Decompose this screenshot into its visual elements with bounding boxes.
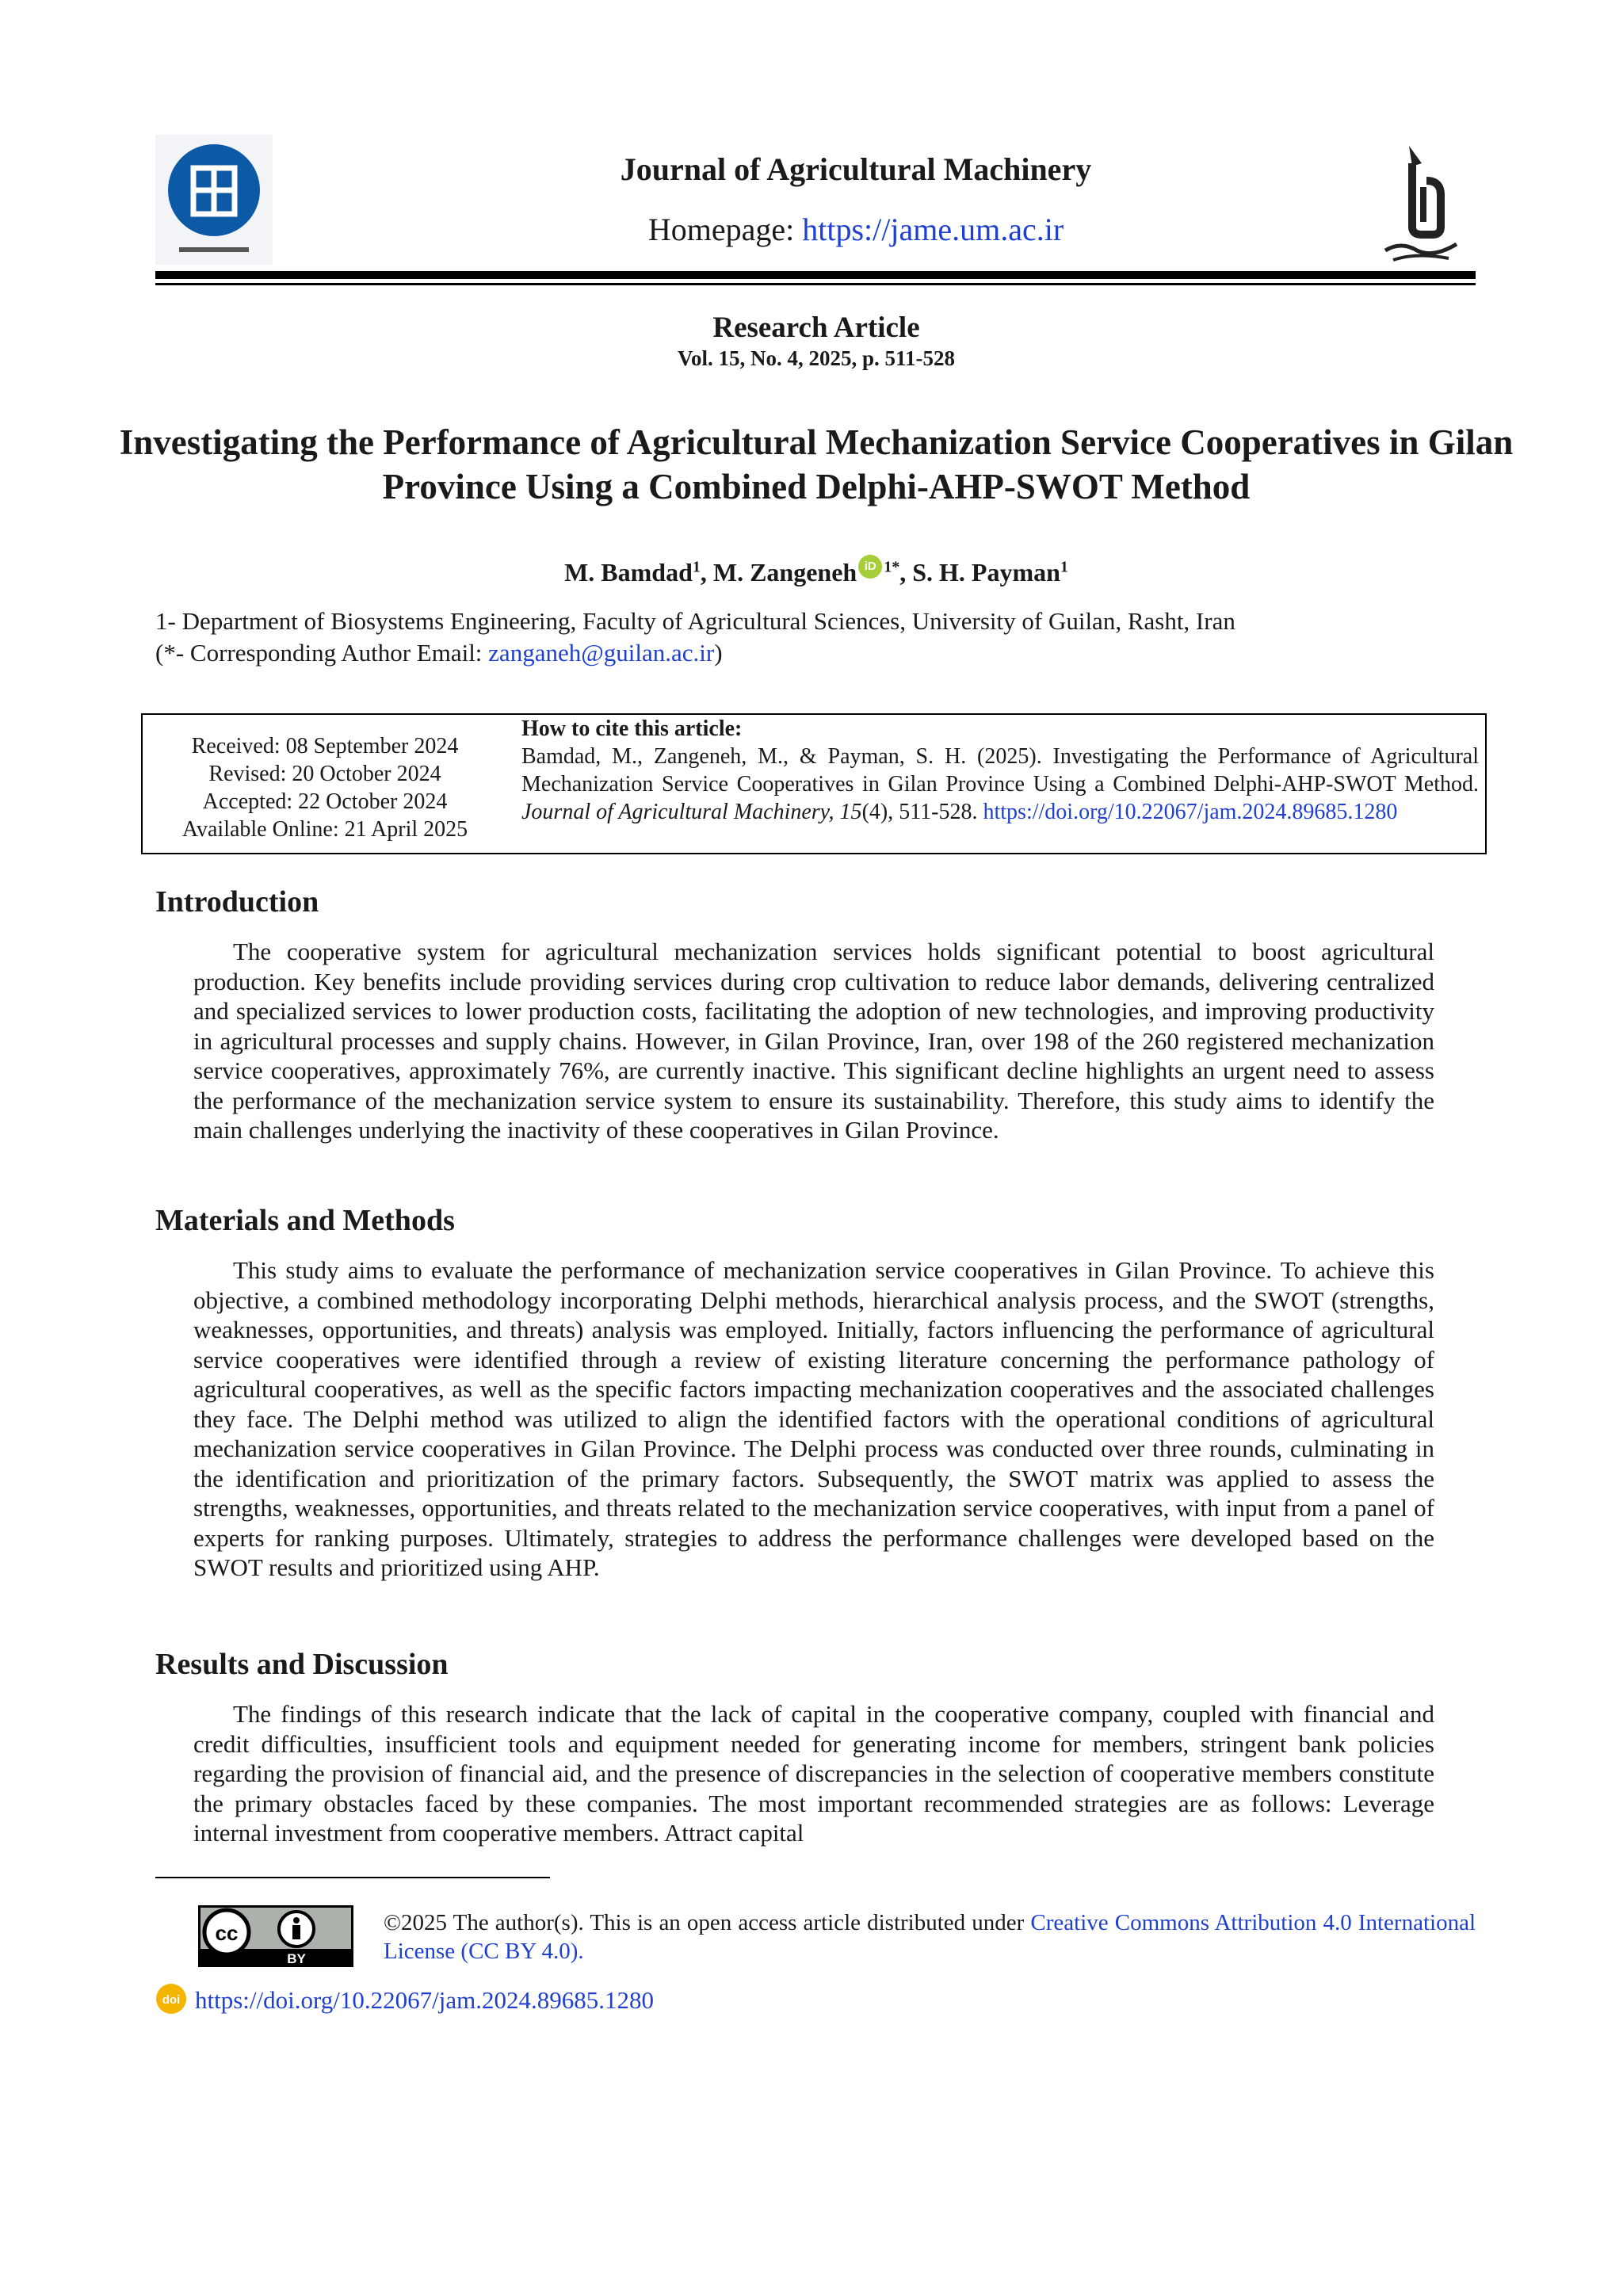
author-affil-mark: 1* [884, 558, 900, 576]
article-info-box [141, 713, 1487, 854]
cc-by-license-icon[interactable] [198, 1905, 353, 1967]
author-name: S. H. Payman [912, 558, 1060, 586]
citation-body: Bamdad, M., Zangeneh, M., & Payman, S. H. (2025). Investigating the Performance of Agricultural Mechanization Service Cooperatives in Gilan Province Using a Combined Delphi-AHP-SWOT Method. [521, 744, 1479, 797]
journal-name: Journal of Agricultural Machinery [620, 151, 1092, 187]
citation-doi-link[interactable]: https://doi.org/10.22067/jam.2024.89685.1280 [983, 800, 1398, 824]
online-date: Available Online: 21 April 2025 [181, 817, 468, 842]
license-notice [384, 1908, 1476, 1966]
author-name: M. Zangeneh [712, 558, 857, 586]
svg-text:doi: doi [162, 1993, 181, 2007]
license-link[interactable]: Creative Commons Attribution 4.0 International License (CC BY 4.0). [384, 1910, 1476, 1964]
cc-by-label: BY [287, 1951, 306, 1966]
orcid-icon[interactable]: iD [858, 555, 882, 579]
methods-heading: Materials and Methods [155, 1204, 455, 1237]
doi-icon [155, 1983, 187, 2015]
citation-journal: Journal of Agricultural Machinery, 15 [521, 800, 862, 824]
methods-text: This study aims to evaluate the performance of mechanization service cooperatives in Gilan Province. To achieve this objective, a combined methodology incorporating Delphi methods, hierarchical analysis process, and the SWOT (strengths, weaknesses, opportunities, and threats) analysis was employed. Initially, factors influencing the performance of agricultural service cooperatives were identified through a review of existing literature concerning the performance pathology of agricultural cooperatives, as well as the specific factors impacting mechanization cooperatives and the associated challenges they face. The Delphi method was utilized to align the identified factors with the operational conditions of agricultural mechanization service cooperatives in Gilan Province. The Delphi process was conducted over three rounds, culminating in the identification and prioritization of the primary factors. Subsequently, the SWOT matrix was applied to assess the strengths, weaknesses, opportunities, and threats related to the mechanization service cooperatives, with input from a panel of experts for ranking purposes. Ultimately, strategies to address the performance challenges were developed based on the SWOT results and prioritized using AHP. [193, 1256, 1434, 1581]
footnote-rule [155, 1877, 550, 1878]
citation-issue: (4), 511-528. [861, 800, 978, 824]
university-emblem-icon [1377, 139, 1466, 266]
svg-text:cc: cc [215, 1921, 239, 1945]
homepage-link[interactable]: https://jame.um.ac.ir [802, 212, 1064, 247]
accepted-date: Accepted: 22 October 2024 [202, 789, 448, 814]
license-text: ©2025 The author(s). This is an open access article distributed under [384, 1910, 1031, 1935]
introduction-text: The cooperative system for agricultural mechanization services holds significant potential to boost agricultural production. Key benefits include providing services during crop cultivation to reduce labor demands, delivering centralized and specialized services to lower production costs, facilitating the adoption of new technologies, and improving productivity in agricultural processes and supply chains. However, in Gilan Province, Iran, over 198 of the 260 registered mechanization service cooperatives, approximately 76%, are currently inactive. This significant decline highlights an urgent need to assess the performance of the mechanization service system to ensure its sustainability. Therefore, this study aims to identify the main challenges underlying the inactivity of these cooperatives in Gilan Province. [193, 938, 1434, 1144]
revised-date: Revised: 20 October 2024 [208, 762, 441, 786]
author-affil-mark: 1 [692, 558, 701, 576]
citation-text [521, 743, 1479, 826]
affiliation-block [155, 606, 1235, 669]
received-date: Received: 08 September 2024 [191, 734, 459, 758]
results-text: The findings of this research indicate that the lack of capital in the cooperative company, coupled with financial and credit difficulties, insufficient tools and equipment needed for generating income for members, stringent bank policies regarding the provision of financial aid, and the presence of discrepancies in the selection of cooperative members constitute the primary obstacles faced by these companies. The most important recommended strategies are as follows: Leverage internal investment from cooperative members. Attract capital [193, 1700, 1434, 1847]
corresponding-author [155, 637, 1235, 669]
header-rule-thin [155, 283, 1476, 285]
article-title: Investigating the Performance of Agricultural Mechanization Service Cooperatives in Gilan Province Using a Combined Delphi-AHP-SWOT Method [119, 422, 1514, 506]
volume-line: Vol. 15, No. 4, 2025, p. 511-528 [677, 346, 956, 370]
article-type: Research Article [712, 311, 920, 344]
article-dates [143, 732, 507, 843]
corresponding-email-link[interactable]: zanganeh@guilan.ac.ir [488, 639, 715, 667]
author-name: M. Bamdad [564, 558, 693, 586]
corresponding-suffix: ) [714, 639, 723, 667]
results-heading: Results and Discussion [155, 1648, 449, 1681]
author-affil-mark: 1 [1060, 558, 1068, 576]
homepage-label: Homepage: [647, 212, 795, 247]
citation-heading: How to cite this article: [521, 716, 743, 741]
affiliation: 1- Department of Biosystems Engineering, Faculty of Agricultural Sciences, University of Guilan, Rasht, Iran [155, 607, 1235, 635]
introduction-heading: Introduction [155, 885, 319, 919]
header-rule-thick [155, 271, 1476, 279]
footer-doi-link[interactable]: https://doi.org/10.22067/jam.2024.89685.1280 [195, 1986, 654, 2014]
corresponding-prefix: (*- Corresponding Author Email: [155, 639, 489, 667]
author-list: M. Bamdad$^1$, M. Zangeneh iD $^{1*}$, S. H. Payman$^1$ [0, 555, 1623, 587]
citation-block [521, 715, 1479, 826]
